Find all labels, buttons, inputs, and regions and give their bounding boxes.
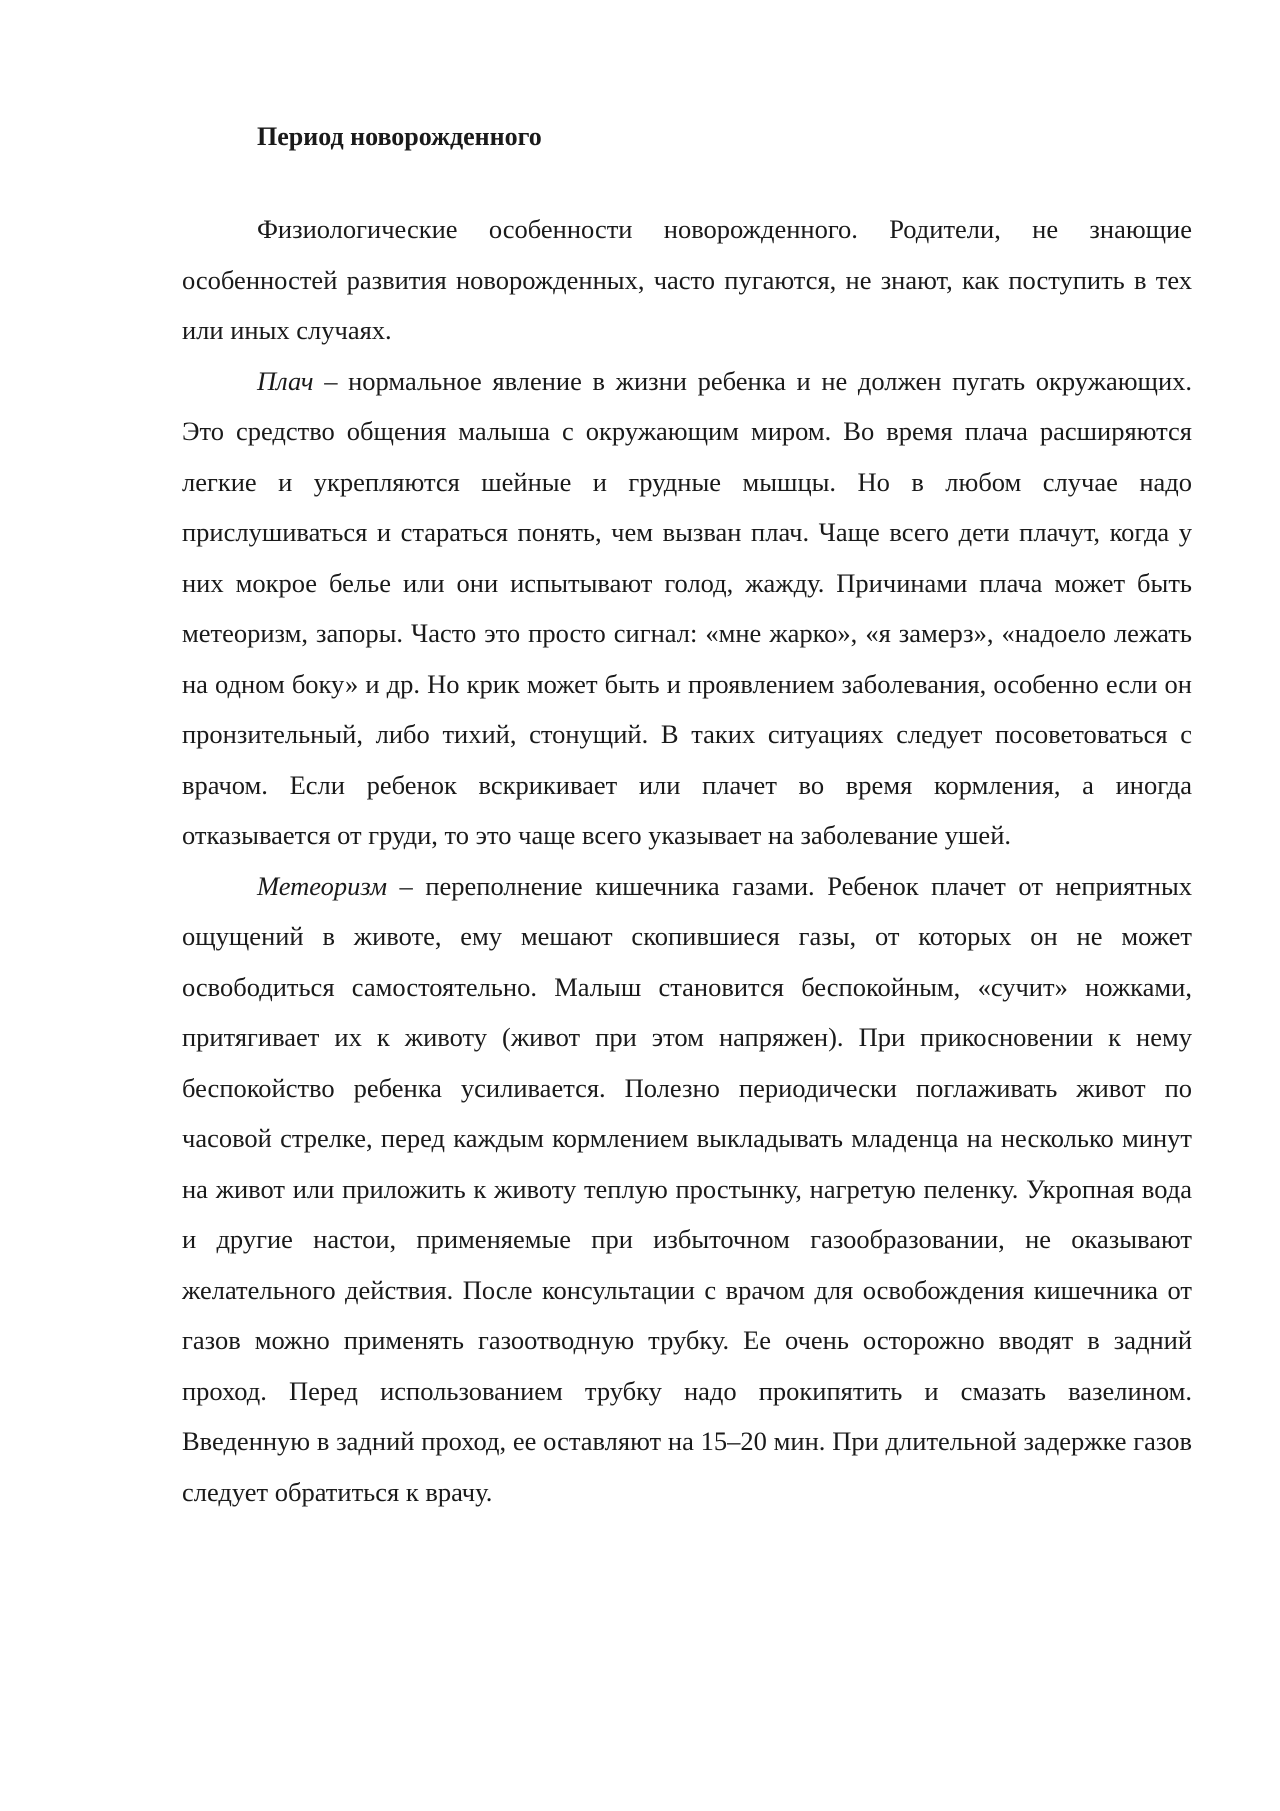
- page-title: Период новорожденного: [257, 122, 542, 151]
- paragraph-crying-text: – нормальное явление в жизни ребенка и не должен пугать окружающих. Это средство общения малыша с окружающим миром. Во время плача расширяются легкие и укрепляются шейные и грудные мышцы. Но в любом случае надо прислушиваться и стараться понять, чем вызван плач. Чаще всего дети плачут, когда у них мокрое белье или они испытывают голод, жажду. Причинами плача может быть метеоризм, запоры. Часто это просто сигнал: «мне жарко», «я замерз», «надоело лежать на одном боку» и др. Но крик может быть и проявлением заболевания, особенно если он пронзительный, либо тихий, стонущий. В таких ситуациях следует посоветоваться с врачом. Если ребенок вскрикивает или плачет во время кормления, а иногда отказывается от груди, то это чаще всего указывает на заболевание ушей.: [182, 365, 1192, 850]
- term-crying: Плач: [257, 365, 314, 396]
- paragraph-meteorism: [182, 861, 1192, 1518]
- intro-paragraph: Физиологические особенности новорожденного. Родители, не знающие особенностей развития новорожденных, часто пугаются, не знают, как поступить в тех или иных случаях.: [182, 214, 1192, 345]
- term-meteorism: Метеоризм: [257, 870, 388, 901]
- paragraph-crying: [182, 356, 1192, 861]
- document-body: [182, 118, 1192, 1517]
- paragraph-meteorism-text: – переполнение кишечника газами. Ребенок плачет от неприятных ощущений в животе, ему мешают скопившиеся газы, от которых он не может освободиться самостоятельно. Малыш становится беспокойным, «сучит» ножками, притягивает их к животу (живот при этом напряжен). При прикосновении к нему беспокойство ребенка усиливается. Полезно периодически поглаживать живот по часовой стрелке, перед каждым кормлением выкладывать младенца на несколько минут на живот или приложить к животу теплую простынку, нагретую пеленку. Укропная вода и другие настои, применяемые при избыточном газообразовании, не оказывают желательного действия. После консультации с врачом для освобождения кишечника от газов можно применять газоотводную трубку. Ее очень осторожно вводят в задний проход. Перед использованием трубку надо прокипятить и смазать вазелином. Введенную в задний проход, ее оставляют на 15–20 мин. При длительной задержке газов следует обратиться к врачу.: [182, 870, 1192, 1507]
